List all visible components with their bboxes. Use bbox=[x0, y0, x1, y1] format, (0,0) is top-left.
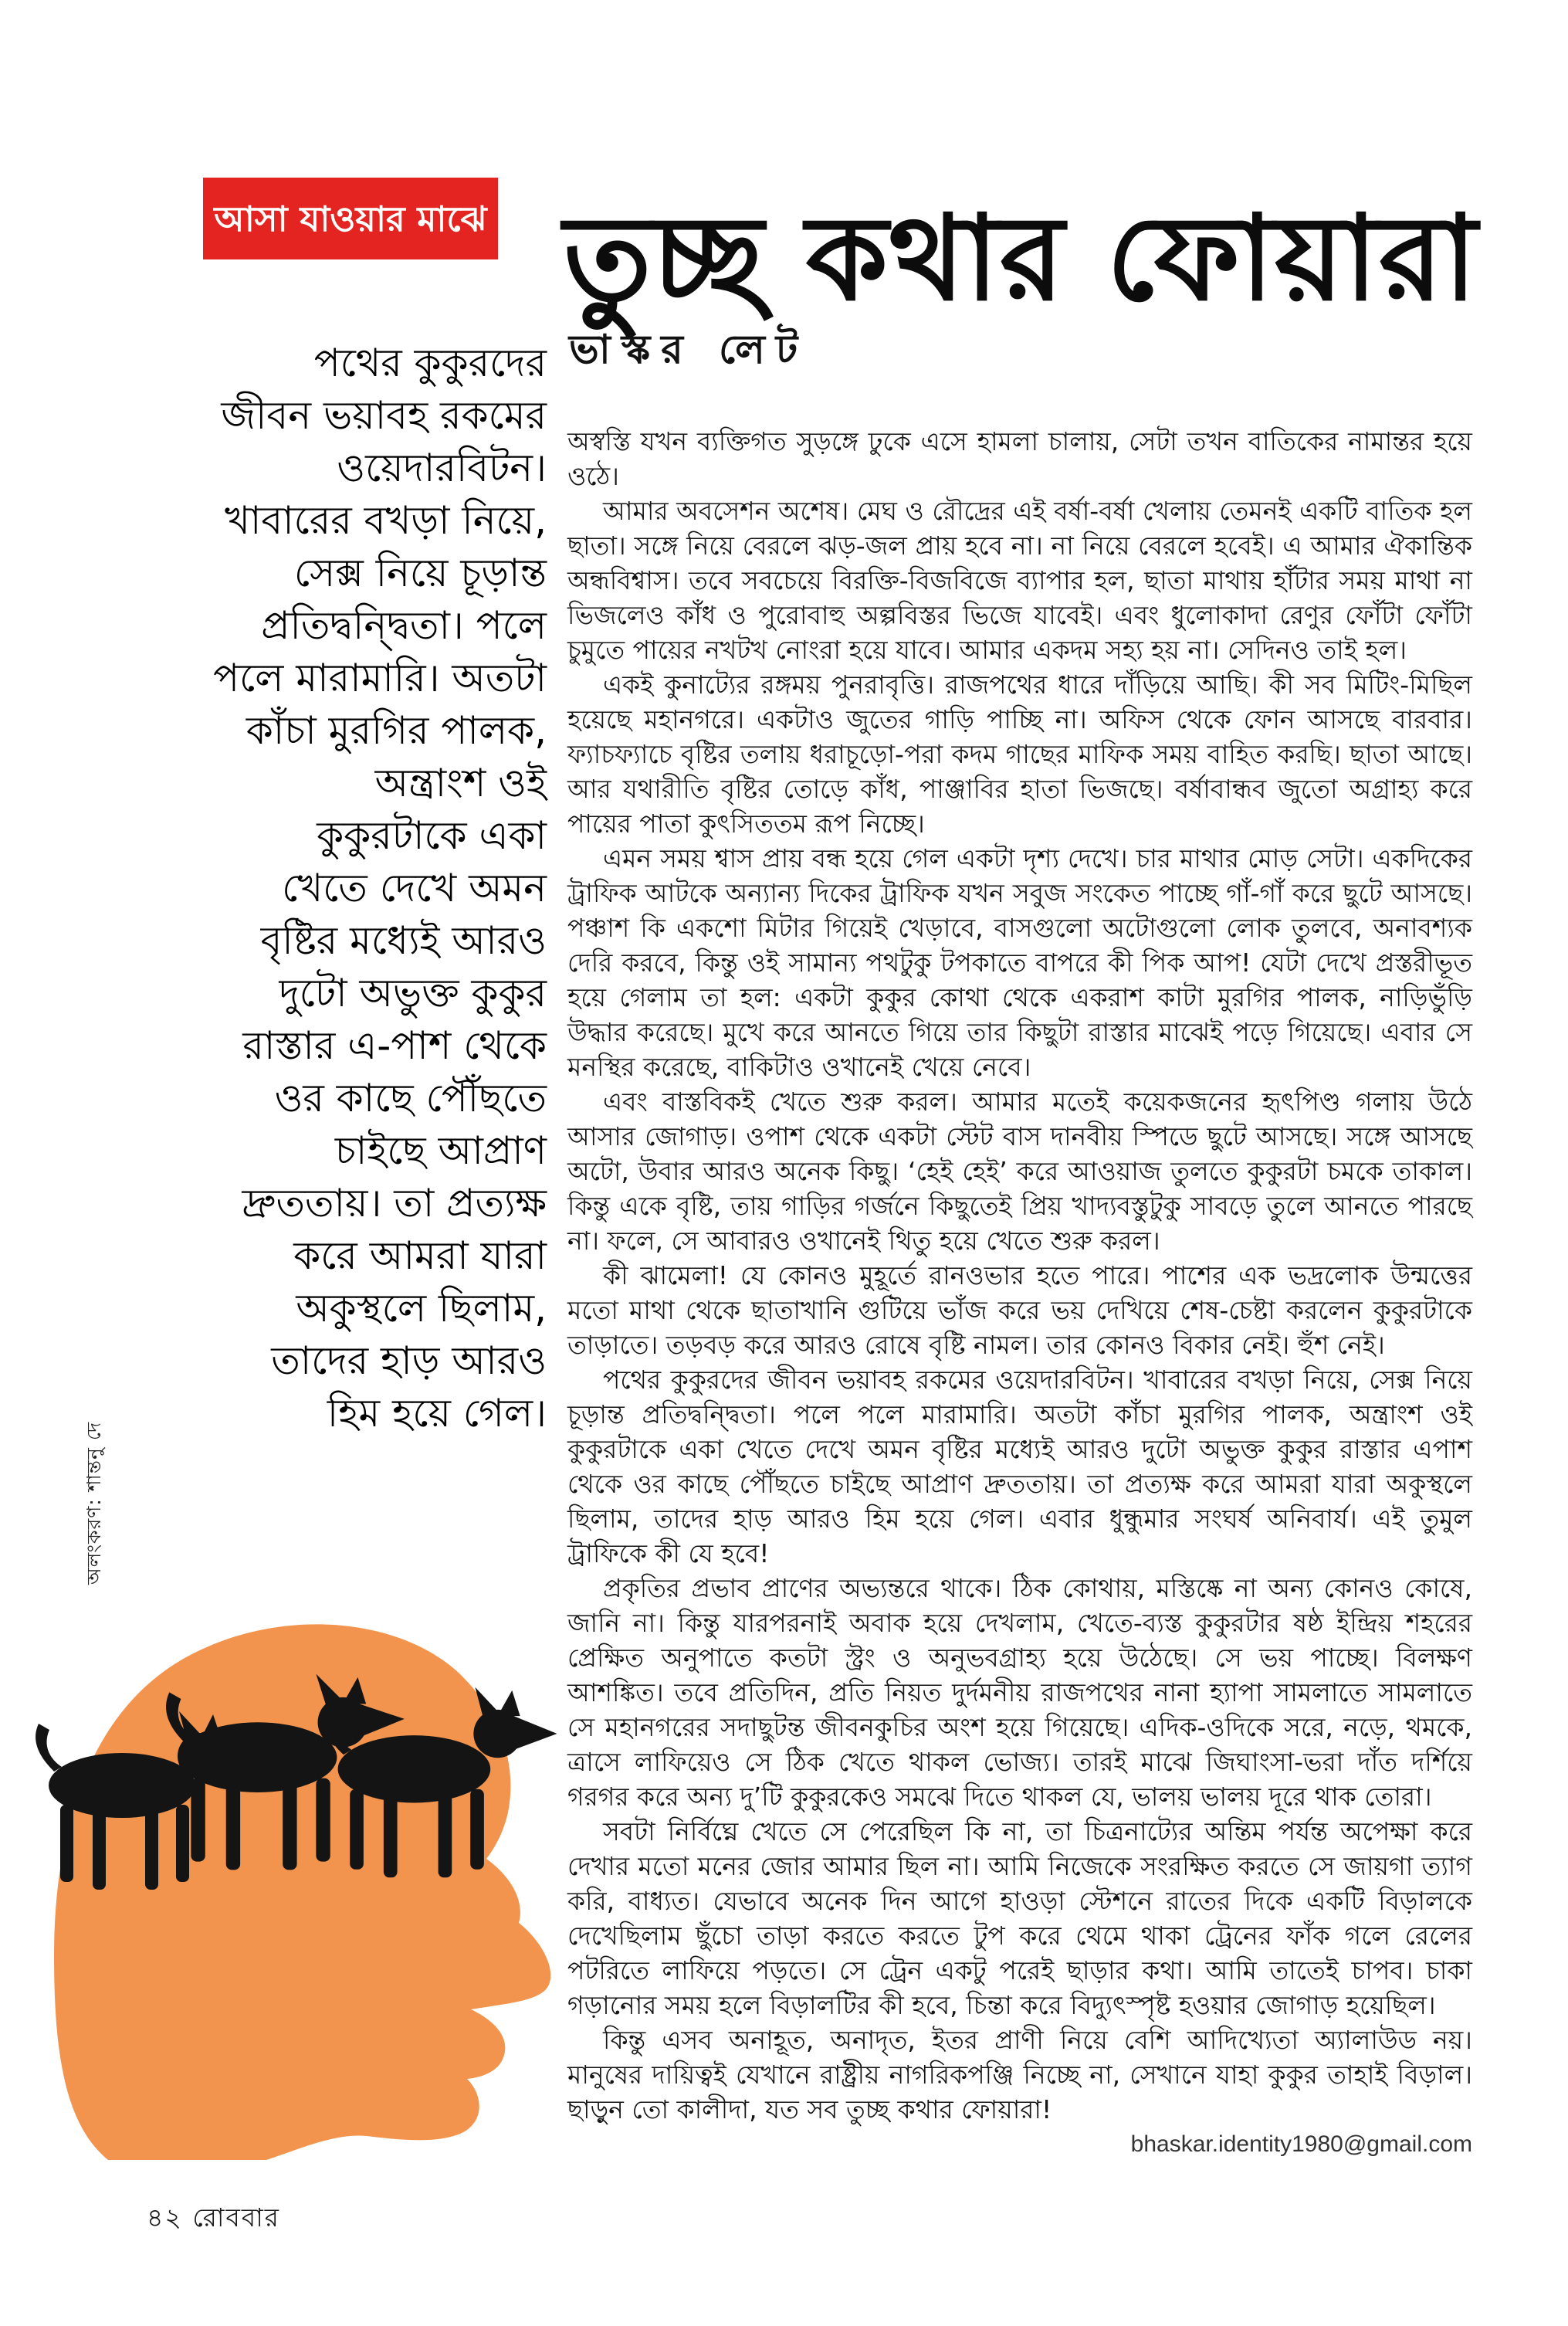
pull-quote-line: কুকুরটাকে একা bbox=[317, 813, 547, 858]
article-paragraph: প্রকৃতির প্রভাব প্রাণের অভ্যন্তরে থাকে। ঠিক কোথায়, মস্তিষ্কে না অন্য কোনও কোষে, জানি না। কিন্তু যারপরনাই অবাক হয়ে দেখলাম, খেতে-ব্যস্ত কুকুরটার ষষ্ঠ ইন্দ্রিয় শহরের প্রেক্ষিত অনুপাতে কতটা স্ট্রং ও অনুভবগ্রাহ্য হয়ে উঠেছে। সে ভয় পাচ্ছে। বিলক্ষণ আশঙ্কিত। তবে প্রতিদিন, প্রতি নিয়ত দুর্দমনীয় রাজপথের নানা হ্যাপা সামলাতে সামলাতে সে মহানগরের সদাছুটন্ত জীবনকুচির অংশ হয়ে গিয়েছে। এদিক-ওদিকে সরে, নড়ে, থমকে, ত্রাসে লাফিয়েও সে ঠিক খেতে থাকল ভোজ্য। তারই মাঝে জিঘাংসা-ভরা দাঁত দর্শিয়ে গরগর করে অন্য দু’টি কুকুরকেও সমঝে দিতে থাকল যে, ভালয় ভালয় দূরে থাক তোরা। bbox=[567, 1573, 1472, 1812]
article-paragraph: এমন সময় শ্বাস প্রায় বন্ধ হয়ে গেল একটা দৃশ্য দেখে। চার মাথার মোড় সেটা। একদিকের ট্রাফিক আটকে অন্যান্য দিকের ট্রাফিক যখন সবুজ সংকেত পাচ্ছে গাঁ-গাঁ করে ছুটে আসছে। পঞ্চাশ কি একশো মিটার গিয়েই খেড়াবে, বাসগুলো অটোগুলো লোক তুলবে, অনাবশ্যক দেরি করবে, কিন্তু ওই সামান্য পথটুকু টপকাতে বাপরে কী পিক আপ! যেটা দেখে প্রস্তরীভূত হয়ে গেলাম তা হল: একটা কুকুর কোথা থেকে একরাশ কাটা মুরগির পালক, নাড়িভুঁড়ি উদ্ধার করেছে। মুখে করে আনতে গিয়ে তার কিছুটা রাস্তার মাঝেই পড়ে গিয়েছে। এবার সে মনস্থির করেছে, বাকিটাও ওখানেই খেয়ে নেবে। bbox=[567, 843, 1472, 1082]
illustration-credit: অলংকরণ: শান্তনু দে bbox=[83, 1421, 105, 1585]
article-paragraph: অস্বস্তি যখন ব্যক্তিগত সুড়ঙ্গে ঢুকে এসে হামলা চালায়, সেটা তখন বাতিকের নামান্তর হয়ে ওঠে। bbox=[567, 426, 1472, 491]
article-paragraph: আমার অবসেশন অশেষ। মেঘ ও রৌদ্রের এই বর্ষা-বর্ষা খেলায় তেমনই একটি বাতিক হল ছাতা। সঙ্গে নিয়ে বেরলে ঝড়-জল প্রায় হবে না। না নিয়ে বেরলে হবেই। এ আমার ঐকান্তিক অন্ধবিশ্বাস। তবে সবচেয়ে বিরক্তি-বিজবিজে ব্যাপার হল, ছাতা মাথায় হাঁটার সময় মাথা না ভিজলেও কাঁধ ও পুরোবাহু অল্পবিস্তর ভিজে যাবেই। এবং ধুলোকাদা রেণুর ফোঁটা ফোঁটা চুমুতে পায়ের নখটখ নোংরা হয়ে যাবে। আমার একদম সহ্য হয় না। সেদিনও তাই হল। bbox=[567, 496, 1473, 665]
pull-quote-line: জীবন ভয়াবহ রকমের bbox=[221, 393, 547, 438]
pull-quote-line: কাঁচা মুরগির পালক, bbox=[246, 708, 547, 753]
page-number-label: ৪২ রোববার bbox=[147, 2202, 280, 2233]
page-title: তুচ্ছ কথার ফোয়ারা bbox=[564, 189, 1478, 327]
head-profile-shape bbox=[54, 1624, 550, 2160]
pull-quote-line: পলে মারামারি। অতটা bbox=[213, 656, 547, 700]
article-body bbox=[567, 424, 1472, 2127]
author-byline: ভাস্কর লেট bbox=[569, 327, 809, 373]
pull-quote-line: ওয়েদারবিটন। bbox=[337, 446, 547, 490]
pull-quote-line: পথের কুকুরদের bbox=[313, 341, 547, 385]
kicker-label: আসা যাওয়ার মাঝে bbox=[203, 178, 498, 259]
pull-quote-line: হিম হয়ে গেল। bbox=[327, 1391, 547, 1436]
article-paragraph: একই কুনাট্যের রঙ্গময় পুনরাবৃত্তি। রাজপথের ধারে দাঁড়িয়ে আছি। কী সব মিটিং-মিছিল হয়েছে মহানগরে। একটাও জুতের গাড়ি পাচ্ছি না। অফিস থেকে ফোন আসছে বারবার। ফ্যাচফ্যাচে বৃষ্টির তলায় ধরাচূড়ো-পরা কদম গাছের মাফিক সময় বাহিত করছি। ছাতা আছে। আর যথারীতি বৃষ্টির তোড়ে কাঁধ, পাঞ্জাবির হাতা ভিজছে। বর্ষাবান্ধব জুতো অগ্রাহ্য করে পায়ের পাতা কুৎসিততম রূপ নিচ্ছে। bbox=[567, 670, 1472, 839]
pull-quote-line: ওর কাছে পৌঁছতে bbox=[274, 1076, 547, 1121]
pull-quote-line: তাদের হাড় আরও bbox=[271, 1338, 547, 1383]
pull-quote-line: দুটো অভুক্ত কুকুর bbox=[279, 971, 547, 1016]
pull-quote-line: সেক্স নিয়ে চূড়ান্ত bbox=[293, 551, 547, 595]
dogs-in-head-illustration bbox=[31, 1585, 633, 2172]
pull-quote-line: অন্ত্রাংশ ওই bbox=[374, 761, 547, 805]
pull-quote-line: প্রতিদ্বন্দ্বিতা। পলে bbox=[261, 603, 547, 648]
pull-quote-line: করে আমরা যারা bbox=[293, 1233, 547, 1278]
pull-quote-line: রাস্তার এ-পাশ থেকে bbox=[242, 1023, 547, 1068]
article-paragraph: কী ঝামেলা! যে কোনও মুহূর্তে রানওভার হতে পারে। পাশের এক ভদ্রলোক উন্মত্তের মতো মাথা থেকে ছাতাখানি গুটিয়ে ভাঁজ করে ভয় দেখিয়ে শেষ-চেষ্টা করলেন কুকুরটাকে তাড়াতে। তড়বড় করে আরও রোষে বৃষ্টি নামল। তার কোনও বিকার নেই। হুঁশ নেই। bbox=[567, 1260, 1472, 1360]
pull-quote bbox=[130, 337, 547, 1439]
pull-quote-line: বৃষ্টির মধ্যেই আরও bbox=[260, 918, 547, 963]
pull-quote-line: খেতে দেখে অমন bbox=[282, 866, 547, 910]
article-paragraph: এবং বাস্তবিকই খেতে শুরু করল। আমার মতেই কয়েকজনের হৃৎপিণ্ড গলায় উঠে আসার জোগাড়। ওপাশ থেকে একটা স্টেট বাস দানবীয় স্পিডে ছুটে আসছে। সঙ্গে আসছে অটো, উবার আরও অনেক কিছু। ‘হেই হেই’ করে আওয়াজ তুলতে কুকুরটা চমকে তাকাল। কিন্তু একে বৃষ্টি, তায় গাড়ির গর্জনে কিছুতেই প্রিয় খাদ্যবস্তুটুকু সাবড়ে তুলে আনতে পারছে না। ফলে, সে আবারও ওখানেই থিতু হয়ে খেতে শুরু করল। bbox=[567, 1087, 1472, 1256]
author-email: bhaskar.identity1980@gmail.com bbox=[1130, 2131, 1472, 2157]
article-paragraph: সবটা নির্বিঘ্নে খেতে সে পেরেছিল কি না, তা চিত্রনাট্যের অন্তিম পর্যন্ত অপেক্ষা করে দেখার মতো মনের জোর আমার ছিল না। আমি নিজেকে সংরক্ষিত করতে সে জায়গা ত্যাগ করি, বাধ্যত। যেভাবে অনেক দিন আগে হাওড়া স্টেশনে রাতের দিকে একটি বিড়ালকে দেখেছিলাম ছুঁচো তাড়া করতে করতে টুপ করে থেমে থাকা ট্রেনের ফাঁক গলে রেলের পটরিতে লাফিয়ে পড়তে। সে ট্রেন একটু পরেই ছাড়ার কথা। আমি তাতেই চাপব। চাকা গড়ানোর সময় হলে বিড়ালটির কী হবে, চিন্তা করে বিদ্যুৎস্পৃষ্ট হওয়ার জোগাড় হয়েছিল। bbox=[567, 1816, 1472, 2020]
pull-quote-line: দ্রুততায়। তা প্রত্যক্ষ bbox=[242, 1181, 547, 1226]
article-paragraph: কিন্তু এসব অনাহূত, অনাদৃত, ইতর প্রাণী নিয়ে বেশি আদিখ্যেতা অ্যালাউড নয়। মানুষের দায়িত্বই যেখানে রাষ্ট্রীয় নাগরিকপঞ্জি নিচ্ছে না, সেখানে যাহা কুকুর তাহাই বিড়াল। ছাড়ুন তো কালীদা, যত সব তুচ্ছ কথার ফোয়ারা! bbox=[567, 2025, 1472, 2124]
pull-quote-line: চাইছে আপ্রাণ bbox=[334, 1128, 547, 1173]
pull-quote-line: খাবারের বখড়া নিয়ে, bbox=[225, 498, 547, 543]
article-paragraph: পথের কুকুরদের জীবন ভয়াবহ রকমের ওয়েদারবিটন। খাবারের বখড়া নিয়ে, সেক্স নিয়ে চূড়ান্ত প্রতিদ্বন্দ্বিতা। পলে পলে মারামারি। অতটা কাঁচা মুরগির পালক, অন্ত্রাংশ ওই কুকুরটাকে একা খেতে দেখে অমন বৃষ্টির মধ্যেই আরও দুটো অভুক্ত কুকুর রাস্তার এপাশ থেকে ওর কাছে পৌঁছতে চাইছে আপ্রাণ দ্রুততায়। তা প্রত্যক্ষ করে আমরা যারা অকুস্থলে ছিলাম, তাদের হাড় আরও হিম হয়ে গেল। এবার ধুন্ধুমার সংঘর্ষ অনিবার্য। এই তুমুল ট্রাফিকে কী যে হবে! bbox=[567, 1365, 1472, 1568]
pull-quote-line: অকুস্থলে ছিলাম, bbox=[296, 1286, 547, 1331]
